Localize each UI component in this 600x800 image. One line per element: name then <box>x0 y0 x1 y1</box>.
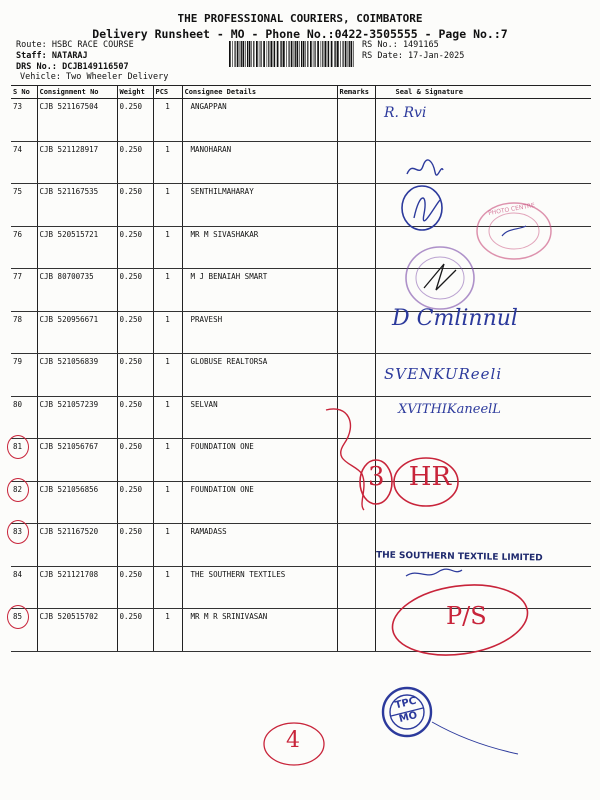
signature-73: R. Rvi <box>384 105 427 121</box>
barcode <box>229 41 356 67</box>
cell-consignment: CJB 521167520 <box>37 524 117 567</box>
table-row <box>11 354 591 397</box>
cell-consignee: THE SOUTHERN TEXTILES <box>182 566 337 609</box>
cell-consignee: M J BENAIAH SMART <box>182 269 337 312</box>
barcode-bar <box>322 41 323 67</box>
cell-seal-signature <box>375 566 591 609</box>
cell-seal-signature <box>375 524 591 567</box>
cell-sno: 85 <box>11 609 37 652</box>
cell-consignment: CJB 521167535 <box>37 184 117 227</box>
cell-consignee: MANOHARAN <box>182 141 337 184</box>
barcode-bar <box>331 41 333 67</box>
cell-pcs: 1 <box>153 226 182 269</box>
cell-weight: 0.250 <box>117 311 153 354</box>
southern-textile-stamp: THE SOUTHERN TEXTILE LIMITED <box>376 552 543 562</box>
staff-label: Staff: <box>16 51 47 61</box>
barcode-bar <box>343 41 344 67</box>
barcode-bar <box>317 41 319 67</box>
table-row <box>11 311 591 354</box>
cell-remarks <box>337 524 375 567</box>
col-consignment: Consignment No <box>37 86 117 99</box>
table-row <box>11 141 591 184</box>
cell-weight: 0.250 <box>117 141 153 184</box>
route-line <box>16 40 134 51</box>
cell-sno: 78 <box>11 311 37 354</box>
signature-78: D Cmlinnul <box>392 306 518 331</box>
cell-weight: 0.250 <box>117 396 153 439</box>
barcode-bar <box>348 41 349 67</box>
cell-remarks <box>337 609 375 652</box>
barcode-bar <box>294 41 295 67</box>
red-circle-mark <box>7 605 29 629</box>
cell-remarks <box>337 566 375 609</box>
table-row <box>11 99 591 142</box>
red-circle-mark <box>7 520 29 544</box>
cell-consignment: CJB 521167504 <box>37 99 117 142</box>
cell-pcs: 1 <box>153 269 182 312</box>
cell-consignee: ANGAPPAN <box>182 99 337 142</box>
cell-weight: 0.250 <box>117 226 153 269</box>
barcode-bar <box>315 41 316 67</box>
cell-weight: 0.250 <box>117 269 153 312</box>
barcode-bar <box>295 41 296 67</box>
barcode-bar <box>313 41 314 67</box>
cell-seal-signature <box>375 439 591 482</box>
cell-pcs: 1 <box>153 524 182 567</box>
cell-consignee: FOUNDATION ONE <box>182 439 337 482</box>
runsheet-subtitle: Delivery Runsheet - MO - Phone No.:0422-3505555 - Page No.:7 <box>92 27 508 41</box>
signature-79: SVENKUReeli <box>384 365 503 383</box>
col-consignee: Consignee Details <box>182 86 337 99</box>
cell-seal-signature <box>375 354 591 397</box>
cell-consignment: CJB 521056856 <box>37 481 117 524</box>
cell-pcs: 1 <box>153 481 182 524</box>
photo-centre-stamp: PHOTO CENTRE <box>474 200 554 266</box>
table-row <box>11 481 591 524</box>
cell-remarks <box>337 226 375 269</box>
barcode-bar <box>232 41 233 67</box>
barcode-bar <box>291 41 293 67</box>
cell-seal-signature <box>375 396 591 439</box>
barcode-bar <box>301 41 302 67</box>
barcode-bar <box>267 41 268 67</box>
cell-remarks <box>337 481 375 524</box>
barcode-bar <box>273 41 274 67</box>
cell-sno: 82 <box>11 481 37 524</box>
cell-seal-signature <box>375 609 591 652</box>
cell-consignee: RAMADASS <box>182 524 337 567</box>
barcode-bar <box>286 41 287 67</box>
barcode-bar <box>327 41 328 67</box>
barcode-bar <box>259 41 260 67</box>
cell-sno: 76 <box>11 226 37 269</box>
barcode-bar <box>349 41 350 67</box>
cell-remarks <box>337 439 375 482</box>
route-value: HSBC RACE COURSE <box>51 40 134 50</box>
cell-sno: 75 <box>11 184 37 227</box>
vehicle-line: Vehicle: Two Wheeler Delivery <box>20 72 169 82</box>
cell-seal-signature <box>375 481 591 524</box>
cell-remarks <box>337 269 375 312</box>
cell-consignee: PRAVESH <box>182 311 337 354</box>
cell-pcs: 1 <box>153 354 182 397</box>
barcode-bar <box>303 41 305 67</box>
cell-weight: 0.250 <box>117 99 153 142</box>
cell-consignment: CJB 521121708 <box>37 566 117 609</box>
cell-sno: 83 <box>11 524 37 567</box>
cell-pcs: 1 <box>153 99 182 142</box>
cell-consignee: SELVAN <box>182 396 337 439</box>
cell-remarks <box>337 396 375 439</box>
table-row <box>11 396 591 439</box>
cell-remarks <box>337 99 375 142</box>
barcode-bar <box>247 41 248 67</box>
red-page-mark: 4 <box>262 720 326 772</box>
cell-pcs: 1 <box>153 609 182 652</box>
barcode-bar <box>268 41 269 67</box>
cell-pcs: 1 <box>153 439 182 482</box>
drs-value: DCJB149116507 <box>62 62 129 72</box>
barcode-bar <box>299 41 300 67</box>
barcode-bar <box>235 41 236 67</box>
staff-value: NATARAJ <box>51 51 88 61</box>
barcode-bar <box>240 41 241 67</box>
table-row <box>11 439 591 482</box>
col-pcs: PCS <box>153 86 182 99</box>
table-row <box>11 184 591 227</box>
cell-sno: 79 <box>11 354 37 397</box>
barcode-bar <box>310 41 312 67</box>
barcode-bar <box>335 41 336 67</box>
table-row <box>11 269 591 312</box>
cell-sno: 73 <box>11 99 37 142</box>
cell-weight: 0.250 <box>117 439 153 482</box>
table-row <box>11 609 591 652</box>
barcode-bar <box>337 41 339 67</box>
barcode-bar <box>345 41 347 67</box>
barcode-bar <box>271 41 273 67</box>
barcode-bar <box>241 41 242 67</box>
barcode-bar <box>277 41 279 67</box>
cell-weight: 0.250 <box>117 354 153 397</box>
rs-date: RS Date: 17-Jan-2025 <box>362 51 465 61</box>
cell-pcs: 1 <box>153 311 182 354</box>
red-circle-mark <box>7 435 29 459</box>
cell-seal-signature <box>375 269 591 312</box>
barcode-bar <box>289 41 290 67</box>
barcode-bar <box>281 41 282 67</box>
cell-sno: 74 <box>11 141 37 184</box>
cell-remarks <box>337 354 375 397</box>
cell-consignment: CJB 520515702 <box>37 609 117 652</box>
runsheet-table <box>11 85 591 652</box>
barcode-bar <box>307 41 308 67</box>
barcode-bar <box>237 41 239 67</box>
cell-weight: 0.250 <box>117 609 153 652</box>
barcode-bar <box>297 41 299 67</box>
barcode-bar <box>251 41 252 67</box>
barcode-bar <box>325 41 327 67</box>
cell-weight: 0.250 <box>117 566 153 609</box>
cell-consignment: CJB 80700735 <box>37 269 117 312</box>
barcode-bar <box>353 41 354 67</box>
barcode-bar <box>283 41 285 67</box>
barcode-bar <box>351 41 353 67</box>
cell-pcs: 1 <box>153 184 182 227</box>
cell-consignment: CJB 520956671 <box>37 311 117 354</box>
table-row <box>11 226 591 269</box>
tpc-mo-stamp: TPC MO <box>381 686 433 738</box>
cell-pcs: 1 <box>153 566 182 609</box>
col-remarks: Remarks <box>337 86 375 99</box>
cell-seal-signature <box>375 311 591 354</box>
cell-consignment: CJB 521057239 <box>37 396 117 439</box>
cell-weight: 0.250 <box>117 184 153 227</box>
cell-consignee: FOUNDATION ONE <box>182 481 337 524</box>
barcode-bar <box>261 41 262 67</box>
barcode-bar <box>249 41 251 67</box>
drs-label: DRS No.: <box>16 62 57 72</box>
cell-sno: 80 <box>11 396 37 439</box>
red-ps-mark: P/S <box>390 580 530 662</box>
barcode-bar <box>243 41 245 67</box>
barcode-bar <box>245 41 246 67</box>
barcode-bar <box>256 41 258 67</box>
cell-consignment: CJB 521056767 <box>37 439 117 482</box>
barcode-bar <box>340 41 341 67</box>
table-header-row <box>11 86 591 99</box>
cell-sno: 84 <box>11 566 37 609</box>
barcode-bar <box>253 41 254 67</box>
col-weight: Weight <box>117 86 153 99</box>
cell-consignment: CJB 521056839 <box>37 354 117 397</box>
cell-seal-signature <box>375 184 591 227</box>
red-circle-mark <box>7 478 29 502</box>
cell-remarks <box>337 311 375 354</box>
cell-remarks <box>337 184 375 227</box>
barcode-bar <box>321 41 322 67</box>
cell-seal-signature <box>375 99 591 142</box>
table-row <box>11 566 591 609</box>
staff-line <box>16 51 88 62</box>
cell-consignment: CJB 520515721 <box>37 226 117 269</box>
cell-weight: 0.250 <box>117 481 153 524</box>
cell-remarks <box>337 141 375 184</box>
barcode-bar <box>328 41 329 67</box>
red-3hr-mark: 3 HR <box>354 452 464 514</box>
company-title: THE PROFESSIONAL COURIERS, COIMBATORE <box>177 12 423 25</box>
col-seal-signature: Seal & Signature <box>375 86 591 99</box>
cell-consignee: MR M R SRINIVASAN <box>182 609 337 652</box>
cell-pcs: 1 <box>153 396 182 439</box>
cell-consignee: GLOBUSE REALTORSA <box>182 354 337 397</box>
barcode-bar <box>305 41 306 67</box>
cell-seal-signature <box>375 141 591 184</box>
cell-consignment: CJB 521128917 <box>37 141 117 184</box>
barcode-bar <box>274 41 275 67</box>
route-label: Route: <box>16 40 47 50</box>
cell-consignee: MR M SIVASHAKAR <box>182 226 337 269</box>
cell-seal-signature <box>375 226 591 269</box>
cell-pcs: 1 <box>153 141 182 184</box>
barcode-bar <box>334 41 335 67</box>
cell-weight: 0.250 <box>117 524 153 567</box>
table-row <box>11 524 591 567</box>
signature-80: XVITHIKaneelL <box>398 402 501 417</box>
cell-consignee: SENTHILMAHARAY <box>182 184 337 227</box>
barcode-bar <box>229 41 231 67</box>
barcode-bar <box>280 41 281 67</box>
cell-sno: 81 <box>11 439 37 482</box>
rs-number: RS No.: 1491165 <box>362 40 439 50</box>
barcode-bar <box>263 41 265 67</box>
col-sno: S No <box>11 86 37 99</box>
cell-sno: 77 <box>11 269 37 312</box>
blue-pen-stroke <box>430 718 520 762</box>
